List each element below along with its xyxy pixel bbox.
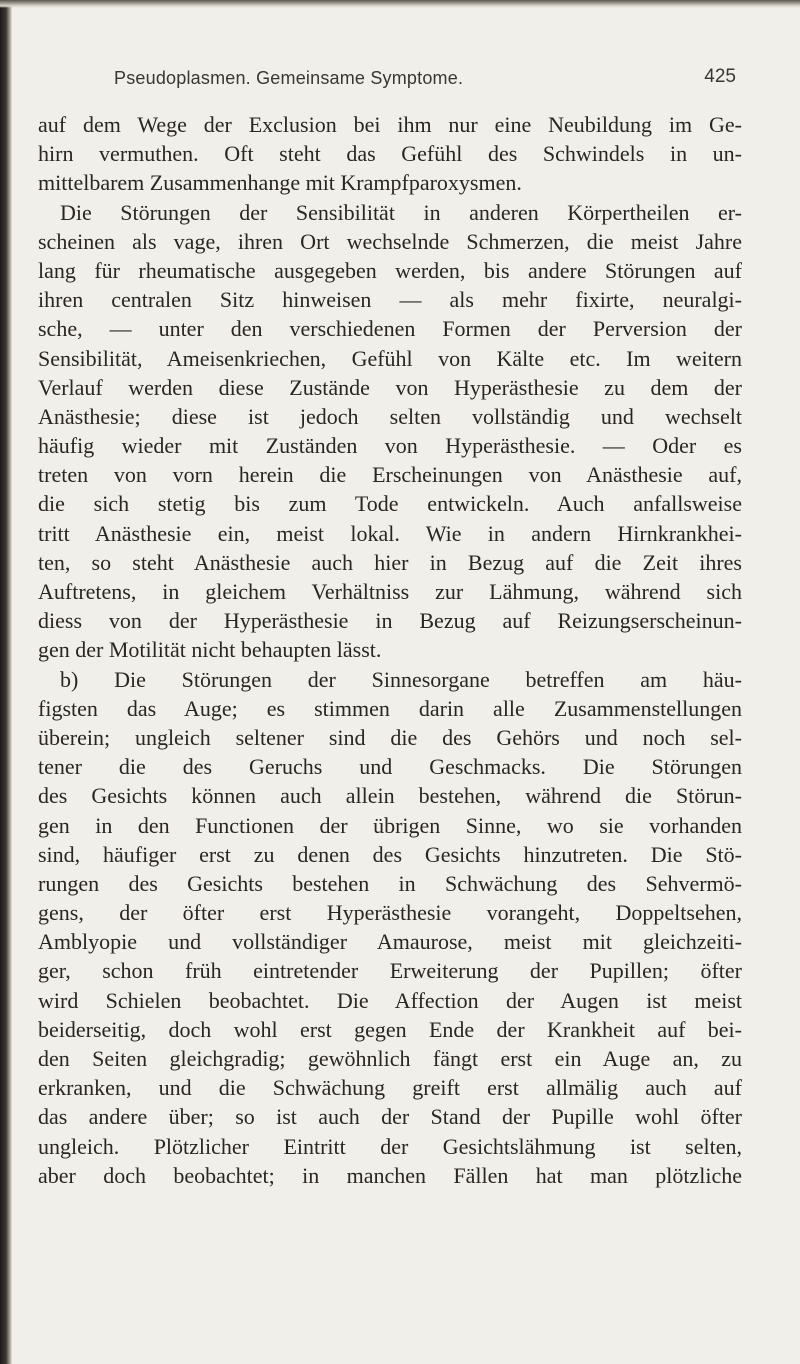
text-line: ungleich. Plötzlicher Eintritt der Gesichtslähmung ist selten, [38, 1133, 742, 1159]
book-gutter-shadow [0, 0, 12, 1364]
body-text [38, 110, 742, 1190]
text-line: diess von der Hyperästhesie in Bezug auf Reizungserscheinun- [38, 608, 742, 634]
text-line: den Seiten gleichgradig; gewöhnlich fängt erst ein Auge an, zu [38, 1046, 742, 1071]
running-title: Pseudoplasmen. Gemeinsame Symptome. [114, 68, 464, 88]
text-line: beiderseitig, doch wohl erst gegen Ende der Krankheit auf bei- [38, 1016, 742, 1042]
text-line: tener die des Geruchs und Geschmacks. Die Störungen [38, 754, 742, 780]
text-line: ten, so steht Anästhesie auch hier in Bezug auf die Zeit ihres [38, 549, 742, 575]
text-line: aber doch beobachtet; in manchen Fällen hat man plötzliche [38, 1162, 742, 1188]
text-line: gen der Motilität nicht behaupten lässt. [38, 637, 382, 663]
text-line: gens, der öfter erst Hyperästhesie vorangeht, Doppeltsehen, [38, 900, 742, 926]
text-line: hirn vermuthen. Oft steht das Gefühl des Schwindels in un- [38, 141, 742, 167]
text-line: scheinen als vage, ihren Ort wechselnde Schmerzen, die meist Jahre [38, 228, 742, 254]
text-line: Die Störungen der Sensibilität in anderen Körpertheilen er- [60, 199, 742, 225]
text-line: Anästhesie; diese ist jedoch selten vollständig und wechselt [38, 403, 742, 429]
running-head [56, 60, 736, 96]
text-line: das andere über; so ist auch der Stand der Pupille wohl öfter [38, 1104, 742, 1130]
text-line: sche, — unter den verschiedenen Formen der Perversion der [38, 316, 742, 342]
text-line: erkranken, und die Schwächung greift erst allmälig auch auf [38, 1075, 742, 1101]
text-line: die sich stetig bis zum Tode entwickeln. Auch anfallsweise [38, 491, 742, 517]
page-number: 425 [704, 66, 736, 87]
page-top-edge [0, 0, 800, 8]
text-line: Verlauf werden diese Zustände von Hyperästhesie zu dem der [38, 374, 742, 400]
text-line: mittelbarem Zusammenhange mit Krampfparoxysmen. [38, 170, 522, 196]
text-line: ihren centralen Sitz hinweisen — als mehr fixirte, neuralgi- [38, 287, 742, 313]
text-line: b) Die Störungen der Sinnesorgane betreffen am häu- [60, 666, 742, 692]
text-line: ger, schon früh eintretender Erweiterung der Pupillen; öfter [38, 958, 742, 984]
text-line: tritt Anästhesie ein, meist lokal. Wie in andern Hirnkrankhei- [38, 520, 742, 546]
text-line: treten von vorn herein die Erscheinungen von Anästhesie auf, [38, 462, 742, 488]
text-line: wird Schielen beobachtet. Die Affection der Augen ist meist [38, 987, 742, 1013]
text-line: rungen des Gesichts bestehen in Schwächung des Sehvermö- [38, 870, 742, 896]
text-line: Amblyopie und vollständiger Amaurose, meist mit gleichzeiti- [38, 929, 742, 955]
text-line: überein; ungleich seltener sind die des Gehörs und noch sel- [38, 724, 742, 750]
text-line: häufig wieder mit Zuständen von Hyperästhesie. — Oder es [38, 433, 742, 459]
text-line: figsten das Auge; es stimmen darin alle Zusammenstellungen [38, 695, 742, 721]
text-line: Auftretens, in gleichem Verhältniss zur Lähmung, während sich [38, 579, 742, 604]
text-line: sind, häufiger erst zu denen des Gesichts hinzutreten. Die Stö- [38, 841, 742, 867]
text-line: lang für rheumatische ausgegeben werden, bis andere Störungen auf [38, 257, 742, 283]
text-line: gen in den Functionen der übrigen Sinne, wo sie vorhanden [38, 812, 742, 838]
text-line: auf dem Wege der Exclusion bei ihm nur eine Neubildung im Ge- [38, 112, 742, 137]
text-line: des Gesichts können auch allein bestehen, während die Störun- [38, 783, 742, 809]
text-line: Sensibilität, Ameisenkriechen, Gefühl von Kälte etc. Im weitern [38, 345, 742, 371]
